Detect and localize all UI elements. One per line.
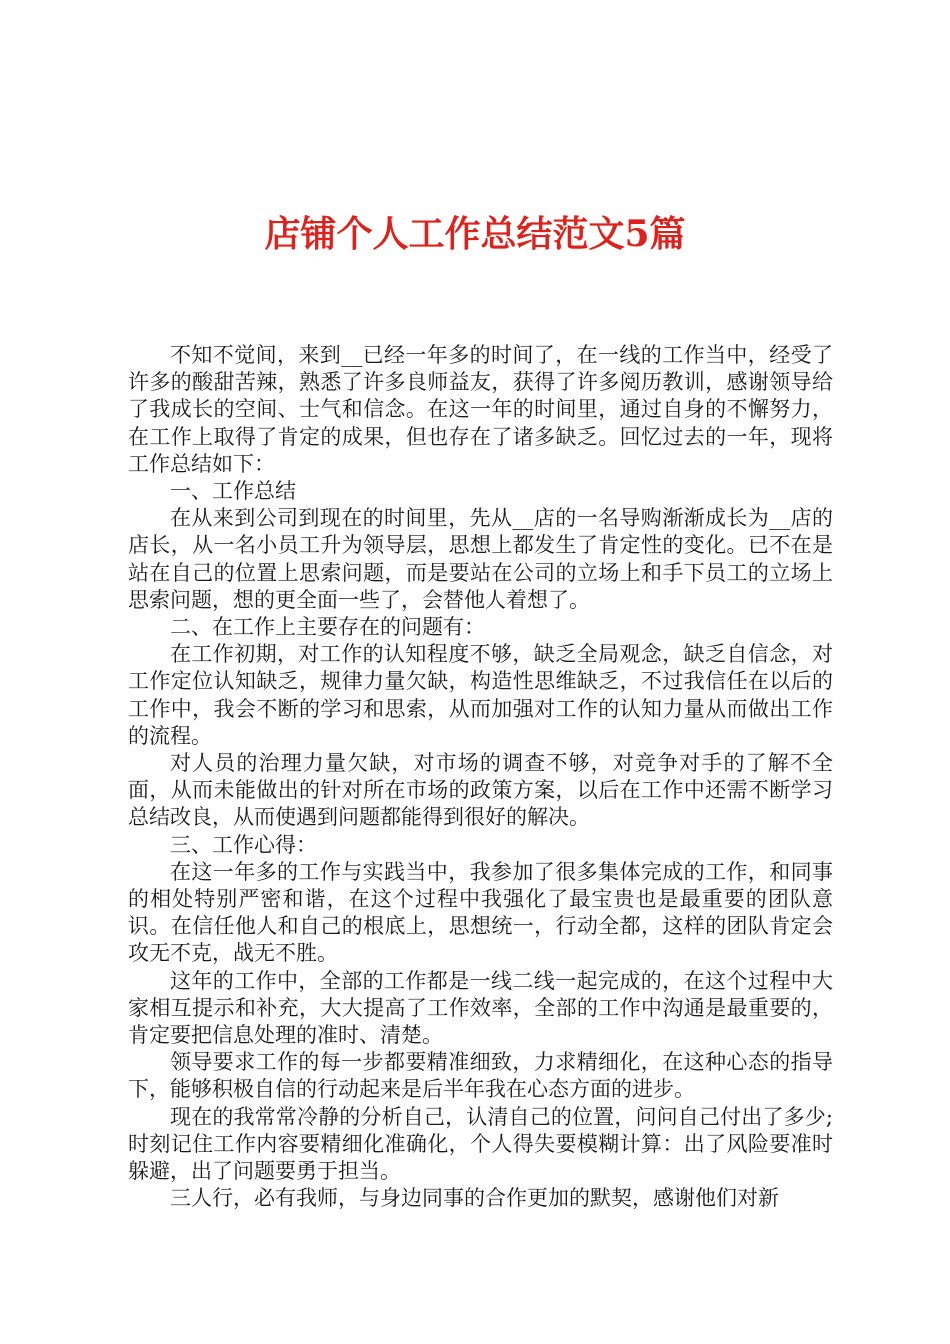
section-heading-summary: 一、工作总结 bbox=[170, 479, 296, 504]
paragraph-insights-2: 这年的工作中，全部的工作都是一线二线一起完成的，在这个过程中大家相互提示和补充，大大提高了工作效率，全部的工作中沟通是最重要的，肯定要把信息处理的准时、清楚。 bbox=[128, 968, 833, 1048]
paragraph-summary: 在从来到公司到现在的时间里，先从__店的一名导购渐渐成长为__店的店长，从一名小员工升为领导层，思想上都发生了肯定性的变化。已不在是站在自己的位置上思索问题，而是要站在公司的立场上和手下员工的立场上思索问题，想的更全面一些了，会替他人着想了。 bbox=[128, 506, 833, 612]
document-title: 店铺个人工作总结范文5篇 bbox=[264, 213, 686, 255]
paragraph-intro: 不知不觉间，来到__已经一年多的时间了，在一线的工作当中，经受了许多的酸甜苦辣，熟悉了许多良师益友，获得了许多阅历教训，感谢领导给了我成长的空间、士气和信念。在这一年的时间里，通过自身的不懈努力，在工作上取得了肯定的成果，但也存在了诸多缺乏。回忆过去的一年，现将工作总结如下： bbox=[128, 343, 833, 476]
section-heading-problems: 二、在工作上主要存在的问题有： bbox=[170, 615, 485, 640]
section-heading-insights: 三、工作心得： bbox=[170, 832, 317, 857]
paragraph-problems-2: 对人员的治理力量欠缺，对市场的调查不够，对竞争对手的了解不全面，从而未能做出的针对所在市场的政策方案，以后在工作中还需不断学习总结改良，从而使遇到问题都能得到很好的解决。 bbox=[128, 751, 833, 830]
paragraph-problems-1: 在工作初期，对工作的认知程度不够，缺乏全局观念，缺乏自信念，对工作定位认知缺乏，规律力量欠缺，构造性思维缺乏，不过我信任在以后的工作中，我会不断的学习和思索，从而加强对工作的认知力量从而做出工作的流程。 bbox=[128, 642, 833, 748]
paragraph-insights-3: 领导要求工作的每一步都要精准细致，力求精细化，在这种心态的指导下，能够积极自信的行动起来是后半年我在心态方面的进步。 bbox=[128, 1050, 833, 1102]
paragraph-insights-1: 在这一年多的工作与实践当中，我参加了很多集体完成的工作，和同事的相处特别严密和谐，在这个过程中我强化了最宝贵也是最重要的团队意识。在信任他人和自己的根底上，思想统一，行动全都，这样的团队肯定会攻无不克，战无不胜。 bbox=[128, 859, 833, 966]
paragraph-insights-4: 现在的我常常冷静的分析自己，认清自己的位置，问问自己付出了多少;时刻记住工作内容要精细化准确化，个人得失要模糊计算：出了风险要准时躲避，出了问题要勇于担当。 bbox=[128, 1104, 833, 1184]
document-body bbox=[128, 342, 833, 1213]
paragraph-insights-5: 三人行，必有我师，与身边同事的合作更加的默契，感谢他们对新 bbox=[170, 1186, 779, 1211]
